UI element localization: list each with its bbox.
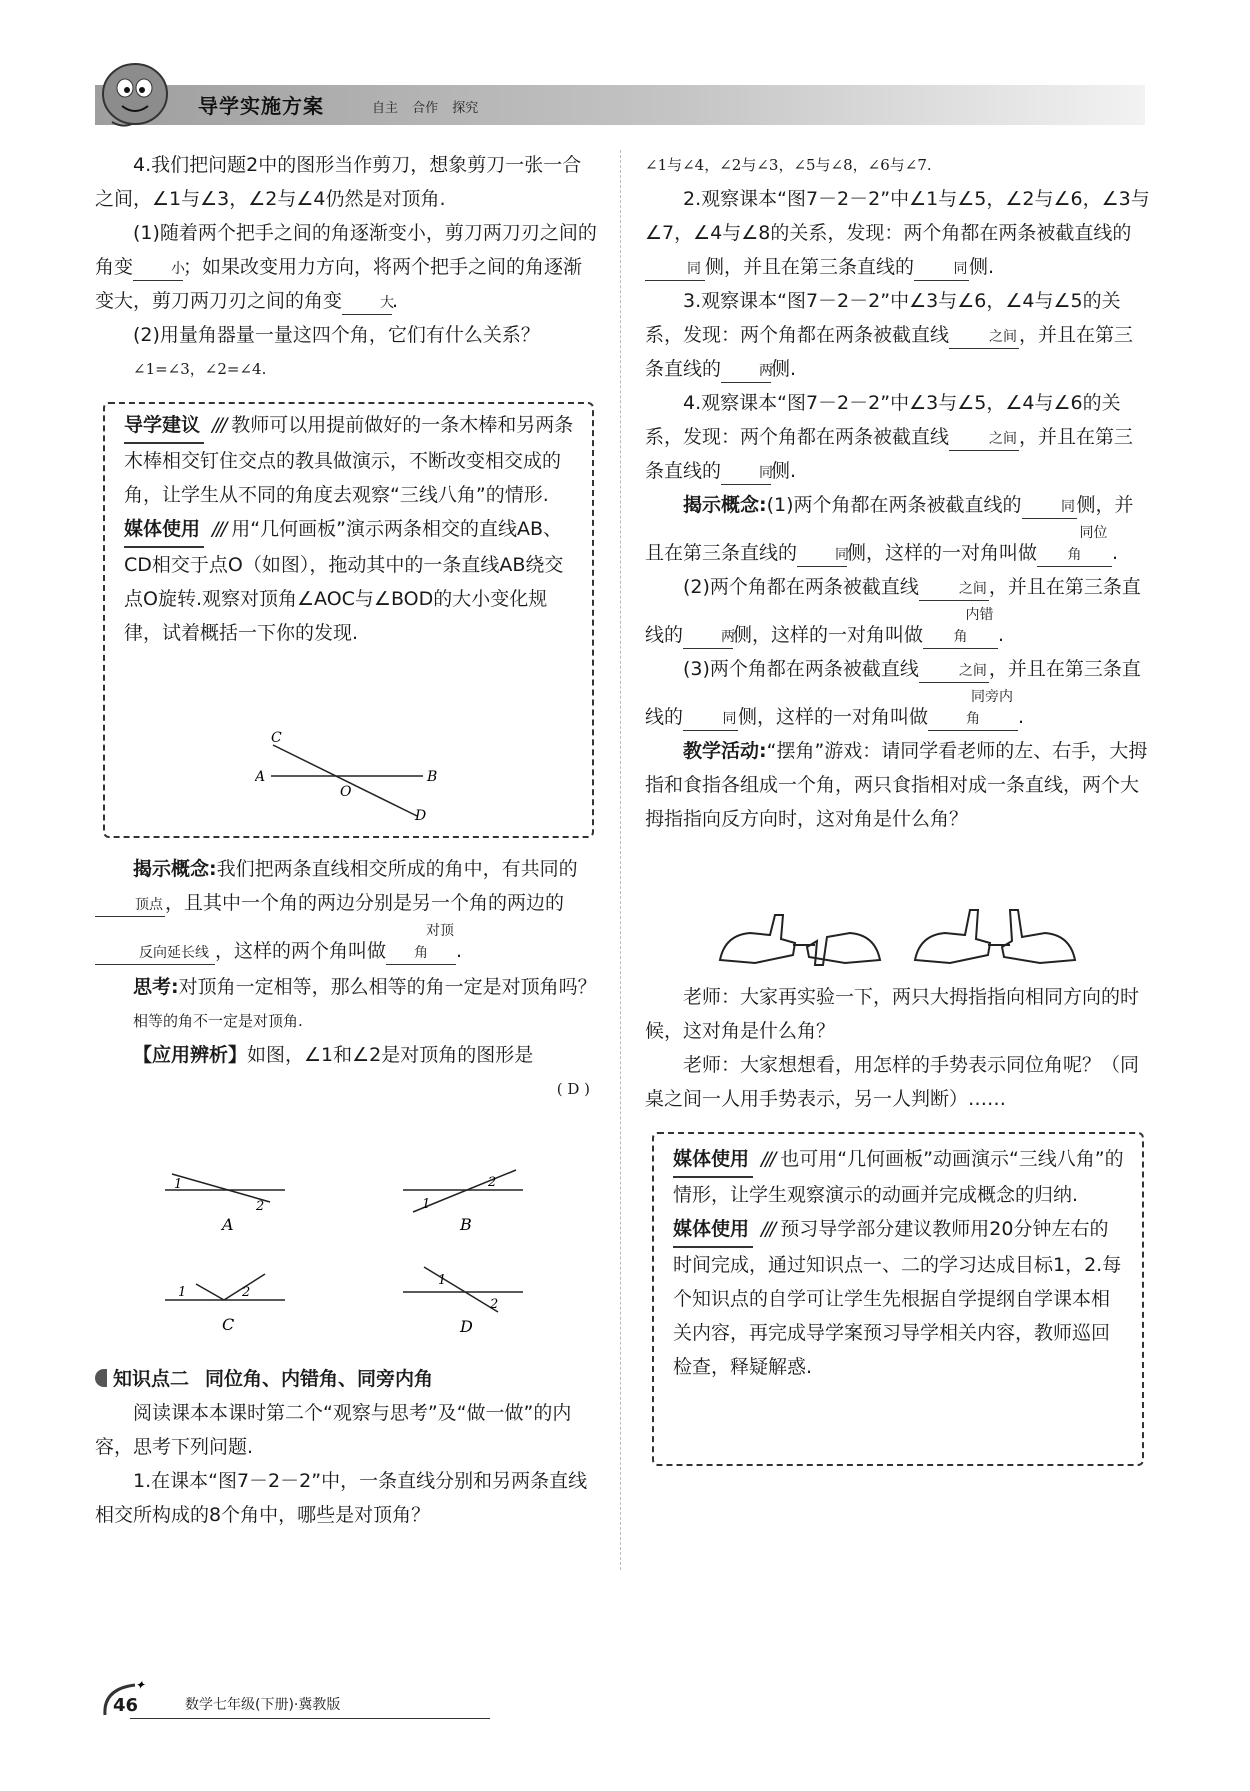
concept-1: 揭示概念:(1)两个角都在两条被截直线的 同侧，并且在第三条直线的 同侧，这样的一对角叫做同位角 .	[645, 488, 1150, 570]
kp2-read: 阅读课本本课时第二个“观察与思考”及“做一做”的内容，思考下列问题.	[95, 1402, 572, 1458]
svg-text:A: A	[222, 1215, 234, 1232]
svg-text:2: 2	[490, 1297, 499, 1312]
footer-line	[130, 1718, 490, 1719]
option-a-figure	[160, 1162, 290, 1232]
svg-text:A: A	[255, 769, 266, 785]
q4-intro: 4.我们把问题2中的图形当作剪刀，想象剪刀一张一合之间，∠1与∠3，∠2与∠4仍然是对顶角.	[95, 154, 582, 210]
concept-3: (3)两个角都在两条被截直线 之间 ，并且在第三条直线的 同侧，这样的一对角叫做同旁内角 .	[645, 652, 1150, 734]
svg-text:C: C	[271, 730, 282, 746]
svg-text:D: D	[415, 808, 427, 823]
q4-part1: (1)随着两个把手之间的角逐渐变小，剪刀两刀刃之间的角变 小；如果改变用力方向，将两个把手之间的角逐渐变大，剪刀两刀刃之间的角变 大.	[95, 216, 600, 318]
answer-blank: 小	[133, 258, 183, 281]
concept-2: (2)两个角都在两条被截直线 之间 ，并且在第三条直线的 两侧，这样的一对角叫做内错角 .	[645, 570, 1150, 652]
tag-guidance: 导学建议	[124, 408, 204, 444]
header-title: 导学实施方案	[198, 94, 324, 118]
q3-paragraph: 3.观察课本“图7－2－2”中∠3与∠6，∠4与∠5的关系，发现：两个角都在两条被截直线 之间 ，并且在第三条直线的 两侧.	[645, 284, 1150, 386]
teacher-remark-1: 老师：大家再实验一下，两只大拇指指向相同方向的时候，这对角是什么角？	[645, 986, 1140, 1042]
answer-blank: 大	[342, 292, 392, 315]
page-number: 46	[113, 1695, 139, 1716]
svg-text:2: 2	[242, 1285, 251, 1300]
knowledge-point-two	[95, 1362, 600, 1532]
tag-media-2: 媒体使用	[673, 1212, 753, 1248]
option-d-figure	[398, 1262, 528, 1332]
mascot-icon	[92, 50, 178, 130]
q1-answer: ∠1与∠4，∠2与∠3，∠5与∠8，∠6与∠7.	[645, 156, 932, 174]
think-answer: 相等的角不一定是对顶角.	[133, 1012, 303, 1030]
apply-question: 【应用辨析】如图，∠1和∠2是对顶角的图形是	[133, 1044, 534, 1066]
svg-text:1: 1	[438, 1273, 447, 1288]
footer-text: 数学七年级(下册)·冀教版	[185, 1697, 341, 1713]
media-text-2: 预习导学部分建议教师用20分钟左右的时间完成，通过知识点一、二的学习达成目标1，2.每个知识点的自学可让学生先根据自学提纲自学课本相关内容，再完成导学案预习导学相关内容，教师巡回检查，释疑解惑.	[673, 1218, 1122, 1378]
kp2-question1: 1.在课本“图7－2－2”中，一条直线分别和另两条直线相交所构成的8个角中，哪些是对顶角？	[95, 1470, 588, 1526]
svg-text:D: D	[460, 1317, 473, 1332]
svg-text:C: C	[222, 1315, 235, 1332]
guidance-box-content: 导学建议 /// 教师可以用提前做好的一条木棒和另两条木棒相交钉住交点的教具做演示，不断改变相交成的角，让学生从不同的角度去观察“三线八角”的情形. 媒体使用 /// 用“几何画板”演示两条相交的直线AB、CD相交于点O（如图），拖动其中的一条直线AB绕交点O旋转.观察对顶角∠AOC与∠BOD的大小变化规律，试着概括一下你的发现.	[124, 408, 574, 650]
svg-text:1: 1	[178, 1285, 187, 1300]
svg-text:✦: ✦	[135, 1678, 146, 1692]
guidance-text: 教师可以用提前做好的一条木棒和另两条木棒相交钉住交点的教具做演示，不断改变相交成的角，让学生从不同的角度去观察“三线八角”的情形.	[124, 414, 574, 506]
hand-gesture-left-icon	[715, 905, 885, 970]
kp2-heading: 知识点二 同位角、内错角、同旁内角	[95, 1362, 600, 1396]
svg-text:1: 1	[422, 1197, 431, 1212]
apply-answer: ( D )	[556, 1080, 590, 1098]
right-column	[645, 148, 1150, 836]
svg-text:2: 2	[488, 1175, 497, 1190]
think-paragraph: 思考:对顶角一定相等，那么相等的角一定是对顶角吗？	[133, 976, 597, 998]
left-column-top	[95, 148, 600, 386]
header-subtitle: 自主 合作 探究	[372, 101, 479, 116]
svg-text:B: B	[460, 1215, 472, 1232]
svg-text:1: 1	[174, 1177, 183, 1192]
media-box-content: 媒体使用 /// 也可用“几何画板”动画演示“三线八角”的情形，让学生观察演示的动画并完成概念的归纳. 媒体使用 /// 预习导学部分建议教师用20分钟左右的时间完成，通过知识点一、二的学习达成目标1，2.每个知识点的自学可让学生先根据自学提纲自学课本相关内容，再完成导学案预习导学相关内容，教师巡回检查，释疑解惑.	[673, 1142, 1125, 1384]
column-divider	[620, 150, 621, 1570]
intersecting-lines-figure	[255, 728, 455, 823]
media-text-1: 也可用“几何画板”动画演示“三线八角”的情形，让学生观察演示的动画并完成概念的归纳.	[673, 1148, 1124, 1206]
teaching-activity: 教学活动:“摆角”游戏：请同学看老师的左、右手，大拇指和食指各组成一个角，两只食指相对成一条直线，两个大拇指指向反方向时，这对角是什么角？	[645, 740, 1148, 830]
q4-paragraph: 4.观察课本“图7－2－2”中∠3与∠5，∠4与∠6的关系，发现：两个角都在两条被截直线 之间 ，并且在第三条直线的 同侧.	[645, 386, 1150, 488]
svg-text:O: O	[340, 784, 352, 800]
right-column-lower	[645, 980, 1150, 1116]
svg-text:2: 2	[256, 1199, 265, 1214]
q4-part2-answer: ∠1=∠3，∠2=∠4.	[133, 360, 267, 378]
hand-gesture-right-icon	[910, 905, 1080, 970]
teacher-remark-2: 老师：大家想想看，用怎样的手势表示同位角呢？（同桌之间一人用手势表示，另一人判断）……	[645, 1054, 1140, 1110]
svg-text:B: B	[427, 769, 438, 785]
left-column-mid	[95, 852, 600, 1106]
media-text: 用“几何画板”演示两条相交的直线AB、CD相交于点O（如图），拖动其中的一条直线AB绕交点O旋转.观察对顶角∠AOC与∠BOD的大小变化规律，试着概括一下你的发现.	[124, 518, 564, 644]
option-c-figure	[160, 1262, 290, 1332]
option-b-figure	[398, 1162, 528, 1232]
tag-media-1: 媒体使用	[673, 1142, 753, 1178]
tag-media: 媒体使用	[124, 512, 204, 548]
q4-part2: (2)用量角器量一量这四个角，它们有什么关系？	[133, 324, 540, 346]
concept-paragraph: 揭示概念:我们把两条直线相交所成的角中，有共同的顶点 ，且其中一个角的两边分别是另一个角的两边的反向延长线 ，这样的两个角叫做对顶角 .	[95, 852, 600, 968]
q2-paragraph: 2.观察课本“图7－2－2”中∠1与∠5，∠2与∠6，∠3与∠7，∠4与∠8的关系，发现：两个角都在两条被截直线的同 侧，并且在第三条直线的 同侧.	[645, 182, 1150, 284]
